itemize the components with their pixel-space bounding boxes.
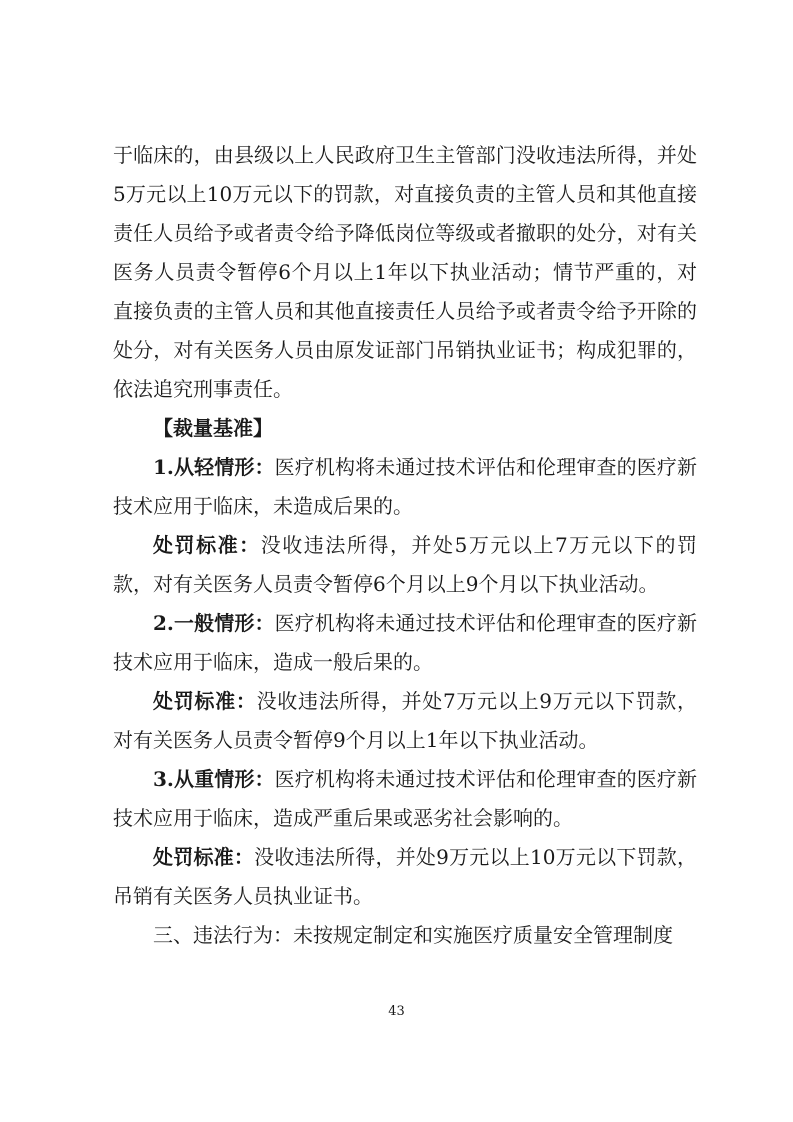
penalty-1-label: 处罚标准：	[153, 533, 261, 557]
criterion-2-label: 2.一般情形：	[153, 611, 275, 635]
penalty-1-text: 没收违法所得，并处5万元以上7万元以下的罚款，对有关医务人员责令暂停6个月以上9个月以下执业活动。	[113, 533, 698, 596]
penalty-1	[113, 526, 697, 604]
penalty-2	[113, 682, 697, 760]
criterion-1-text: 医疗机构将未通过技术评估和伦理审查的医疗新技术应用于临床，未造成后果的。	[113, 455, 698, 518]
penalty-3	[113, 838, 697, 916]
criterion-3-label: 3.从重情形：	[153, 767, 275, 791]
body-text	[113, 136, 697, 955]
penalty-2-label: 处罚标准：	[153, 689, 257, 713]
page-number: 43	[388, 1004, 405, 1019]
section-heading: 【裁量基准】	[153, 416, 273, 440]
penalty-3-label: 处罚标准：	[153, 845, 255, 869]
criterion-2-text: 医疗机构将未通过技术评估和伦理审查的医疗新技术应用于临床，造成一般后果的。	[113, 611, 698, 674]
continued-paragraph: 于临床的，由县级以上人民政府卫生主管部门没收违法所得，并处5万元以上10万元以下的罚款，对直接负责的主管人员和其他直接责任人员给予或者责令给予降低岗位等级或者撤职的处分，对有关医务人员责令暂停6个月以上1年以下执业活动；情节严重的，对直接负责的主管人员和其他直接责任人员给予或者责令给予开除的处分，对有关医务人员由原发证部门吊销执业证书；构成犯罪的，依法追究刑事责任。	[113, 143, 697, 401]
criterion-1-label: 1.从轻情形：	[153, 455, 275, 479]
criterion-2	[113, 604, 697, 682]
next-section-heading: 三、违法行为：未按规定制定和实施医疗质量安全管理制度	[153, 923, 673, 947]
criterion-3	[113, 760, 697, 838]
criterion-1	[113, 448, 697, 526]
penalty-3-text: 没收违法所得，并处9万元以上10万元以下罚款，吊销有关医务人员执业证书。	[113, 845, 697, 908]
criterion-3-text: 医疗机构将未通过技术评估和伦理审查的医疗新技术应用于临床，造成严重后果或恶劣社会影响的。	[113, 767, 698, 830]
penalty-2-text: 没收违法所得，并处7万元以上9万元以下罚款，对有关医务人员责令暂停9个月以上1年以下执业活动。	[113, 689, 698, 752]
